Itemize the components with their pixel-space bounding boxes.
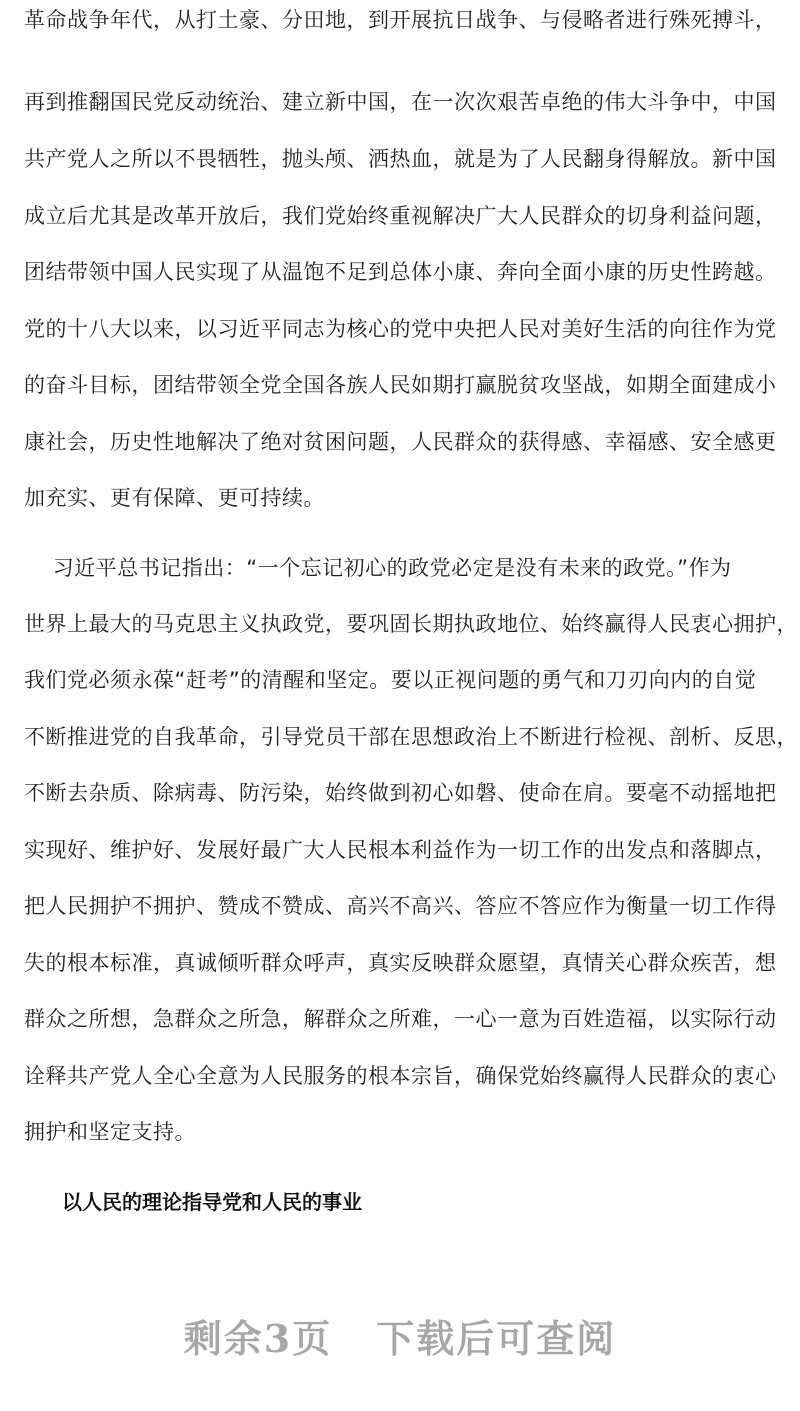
paragraph-line: 革命战争年代，从打土豪、分田地，到开展抗日战争、与侵略者进行殊死搏斗，	[24, 8, 777, 32]
paragraph-line: 世界上最大的马克思主义执政党，要巩固长期执政地位、始终赢得人民衷心拥护，	[24, 612, 798, 636]
paragraph-line: 共产党人之所以不畏牺牲，抛头颅、洒热血，就是为了人民翻身得解放。新中国	[24, 147, 777, 171]
paragraph-line: 康社会，历史性地解决了绝对贫困问题，人民群众的获得感、幸福感、安全感更	[24, 430, 777, 454]
remaining-pages-label: 剩余3页	[183, 1316, 333, 1361]
section-heading: 以人民的理论指导党和人民的事业	[62, 1190, 362, 1214]
paragraph-line: 的奋斗目标，团结带领全党全国各族人民如期打赢脱贫攻坚战，如期全面建成小	[24, 373, 777, 397]
paragraph-line: 把人民拥护不拥护、赞成不赞成、高兴不高兴、答应不答应作为衡量一切工作得	[24, 894, 777, 918]
download-to-view-label: 下载后可查阅	[376, 1316, 617, 1361]
paragraph-line: 不断推进党的自我革命，引导党员干部在思想政治上不断进行检视、剖析、反思，	[24, 725, 798, 749]
paragraph-line: 党的十八大以来，以习近平同志为核心的党中央把人民对美好生活的向往作为党	[24, 317, 777, 341]
paragraph-line: 习近平总书记指出：“一个忘记初心的政党必定是没有未来的政党。”作为	[24, 556, 732, 580]
paragraph-line: 不断去杂质、除病毒、防污染，始终做到初心如磐、使命在肩。要毫不动摇地把	[24, 781, 777, 805]
paragraph-line: 失的根本标准，真诚倾听群众呼声，真实反映群众愿望，真情关心群众疾苦，想	[24, 951, 777, 975]
paragraph-line: 再到推翻国民党反动统治、建立新中国，在一次次艰苦卓绝的伟大斗争中，中国	[24, 90, 777, 114]
download-banner[interactable]	[0, 1308, 800, 1363]
paragraph-line: 成立后尤其是改革开放后，我们党始终重视解决广大人民群众的切身利益问题，	[24, 204, 777, 228]
paragraph-line: 实现好、维护好、发展好最广大人民根本利益作为一切工作的出发点和落脚点，	[24, 838, 777, 862]
paragraph-line: 群众之所想，急群众之所急，解群众之所难，一心一意为百姓造福，以实际行动	[24, 1007, 777, 1031]
paragraph-line: 我们党必须永葆“赶考”的清醒和坚定。要以正视问题的勇气和刀刃向内的自觉	[24, 668, 757, 692]
paragraph-line: 团结带领中国人民实现了从温饱不足到总体小康、奔向全面小康的历史性跨越。	[24, 260, 777, 284]
paragraph-line: 拥护和坚定支持。	[24, 1120, 196, 1144]
paragraph-line: 加充实、更有保障、更可持续。	[24, 486, 325, 510]
paragraph-line: 诠释共产党人全心全意为人民服务的根本宗旨，确保党始终赢得人民群众的衷心	[24, 1064, 777, 1088]
